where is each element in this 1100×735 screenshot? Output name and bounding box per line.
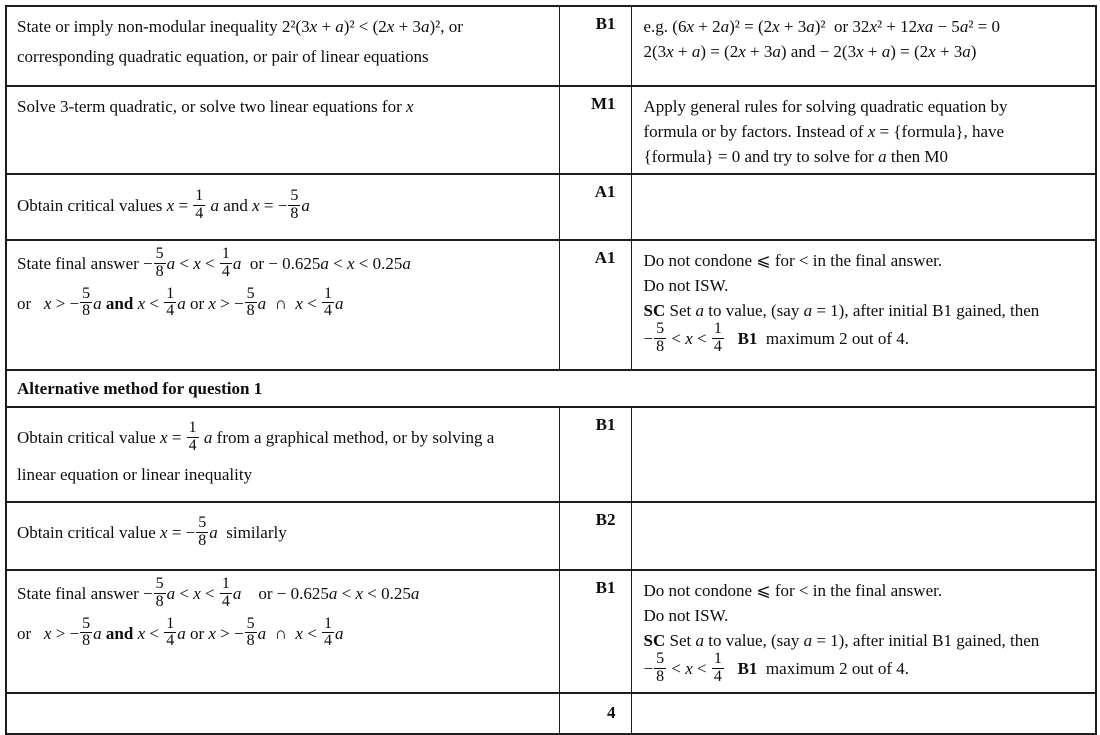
text: Set	[665, 631, 696, 650]
text: −	[643, 329, 654, 349]
math-text: a	[209, 523, 218, 543]
answer-cell	[6, 174, 559, 240]
math-text: x	[295, 293, 303, 313]
text: or	[17, 623, 44, 643]
math-text: a	[695, 301, 704, 320]
fraction: $\frac{5}{8}$	[155, 245, 164, 280]
fraction: $\frac{5}{8}$	[656, 650, 665, 685]
total-row	[6, 693, 1096, 734]
text: <	[692, 659, 711, 679]
text: + 2	[694, 17, 721, 36]
math-text: x	[738, 42, 746, 61]
math-text: a	[803, 301, 813, 320]
mark-row	[6, 502, 1096, 570]
text: or	[17, 293, 44, 313]
fraction: $\frac{5}{8}$	[656, 320, 665, 355]
text: ² = 0	[968, 17, 1000, 36]
math-text: x	[208, 623, 216, 643]
fraction: $\frac{1}{4}$	[713, 320, 722, 355]
text: or	[185, 623, 209, 643]
text-line	[644, 273, 1084, 298]
math-text: x	[666, 42, 674, 61]
text: = {formula}, have	[875, 122, 1005, 141]
math-text: x	[867, 122, 876, 141]
fraction: $\frac{5}{8}$	[246, 284, 255, 320]
text: or − 0.625	[241, 254, 321, 274]
guidance-cell	[631, 693, 1096, 734]
math-text: xa	[917, 17, 934, 36]
bold-text: and	[105, 623, 134, 643]
marks-cell: B1	[559, 407, 631, 502]
text: State or imply non-modular inequality 2²(3	[17, 17, 310, 36]
math-text: a	[959, 17, 969, 36]
math-text: x	[406, 97, 414, 116]
fraction: $\frac{5}{8}$	[82, 614, 91, 650]
text: <	[145, 293, 164, 313]
text: < 0.25	[354, 254, 403, 274]
text-line	[17, 514, 549, 552]
guidance-cell	[631, 86, 1096, 174]
mark-row	[6, 86, 1096, 174]
mark-scheme-body	[6, 6, 1096, 734]
text: + 3	[745, 42, 773, 61]
text: <	[667, 329, 686, 349]
text: {formula} = 0 and try to solve for	[643, 147, 879, 166]
answer-cell	[6, 502, 559, 570]
text: 2(3	[643, 42, 667, 61]
text: similarly	[217, 523, 287, 543]
text-line	[17, 245, 549, 283]
text: State final answer −	[17, 584, 153, 604]
math-text: a	[203, 428, 213, 448]
marks-cell: M1	[559, 86, 631, 174]
math-text: x	[252, 196, 260, 216]
text: to value, (say	[703, 301, 804, 320]
math-text: a	[803, 631, 813, 650]
text-line	[644, 144, 1084, 169]
text-line	[17, 44, 549, 69]
fraction: $\frac{1}{4}$	[221, 245, 230, 280]
text-line	[644, 39, 1084, 64]
answer-cell	[6, 570, 559, 693]
text-line	[644, 248, 1084, 273]
fraction: $\frac{5}{8}$	[246, 614, 255, 650]
math-text: a	[93, 293, 102, 313]
text: <	[302, 623, 322, 643]
guidance-cell	[631, 570, 1096, 693]
marks-cell: B2	[559, 502, 631, 570]
text	[725, 659, 738, 678]
text: Apply general rules for solving quadratic equation by	[643, 97, 1008, 116]
text: ∩	[266, 293, 296, 313]
math-text: a	[881, 42, 891, 61]
bold-text: SC	[643, 301, 666, 320]
text-line	[17, 419, 549, 457]
text: <	[145, 623, 164, 643]
text: <	[328, 254, 347, 274]
text: ) = (2	[890, 42, 929, 61]
math-text: x	[295, 623, 303, 643]
text-line	[644, 298, 1084, 323]
fraction: $\frac{1}{4}$	[166, 614, 175, 650]
text: <	[667, 659, 686, 679]
text-line	[17, 187, 549, 225]
text: > −	[215, 293, 244, 313]
text: =	[174, 196, 193, 216]
text: > −	[51, 293, 80, 313]
math-text: a	[301, 196, 310, 216]
fraction: $\frac{5}{8}$	[198, 514, 207, 549]
text: linear equation or linear inequality	[17, 464, 253, 484]
math-text: x	[346, 254, 355, 274]
text-line	[644, 119, 1084, 144]
math-text: a	[257, 623, 267, 643]
math-text: x	[43, 623, 52, 643]
math-text: x	[208, 293, 216, 313]
math-text: x	[386, 17, 395, 36]
guidance-cell	[631, 407, 1096, 502]
text: = −	[259, 196, 288, 216]
marks-cell: 4	[559, 693, 631, 734]
math-text: x	[160, 428, 168, 448]
math-text: a	[772, 42, 781, 61]
text: Obtain critical values	[17, 196, 167, 216]
fraction: $\frac{1}{4}$	[324, 614, 333, 650]
text: ² + 12	[876, 17, 918, 36]
text: )² or 32	[814, 17, 870, 36]
mark-scheme-table	[5, 5, 1097, 735]
text: or − 0.625	[241, 584, 329, 604]
mark-row	[6, 240, 1096, 370]
text: > −	[215, 623, 244, 643]
text: State final answer −	[17, 254, 153, 274]
fraction: $\frac{5}{8}$	[155, 575, 164, 610]
math-text: a	[257, 293, 267, 313]
math-text: x	[772, 17, 780, 36]
answer-cell	[6, 86, 559, 174]
text: <	[175, 584, 194, 604]
fraction: $\frac{1}{4}$	[166, 284, 175, 320]
math-text: a	[93, 623, 102, 643]
math-text: x	[685, 659, 693, 679]
text: <	[175, 254, 194, 274]
text-line	[644, 14, 1084, 39]
answer-cell	[6, 407, 559, 502]
text: Do not condone ⩽ for < in the final answer.	[643, 251, 943, 270]
marks-cell: A1	[559, 240, 631, 370]
text: maximum 2 out of 4.	[757, 659, 909, 679]
guidance-cell	[631, 502, 1096, 570]
text: +	[863, 42, 882, 61]
text: Obtain critical value	[17, 523, 161, 543]
text-line	[643, 320, 1084, 358]
math-text: a	[691, 42, 701, 61]
text: Solve 3-term quadratic, or solve two linear equations for	[17, 97, 406, 116]
mark-row	[6, 407, 1096, 502]
mark-row	[6, 174, 1096, 240]
text: − 5	[933, 17, 960, 36]
math-text: a	[232, 254, 242, 274]
text: = 1), after initial B1 gained, then	[812, 631, 1040, 650]
alternative-method-row	[6, 370, 1096, 407]
math-text: x	[193, 254, 201, 274]
text-line	[644, 94, 1084, 119]
fraction: $\frac{5}{8}$	[82, 284, 91, 320]
text: e.g. (6	[643, 17, 687, 36]
text: )	[970, 42, 977, 61]
math-text: a	[320, 254, 329, 274]
bold-text: and	[105, 293, 134, 313]
math-text: a	[177, 293, 186, 313]
math-text: x	[137, 623, 146, 643]
guidance-cell	[631, 6, 1096, 86]
text: ) and − 2(3	[780, 42, 857, 61]
math-text: a	[166, 584, 176, 604]
fraction: $\frac{1}{4}$	[195, 187, 204, 222]
math-text: a	[695, 631, 704, 650]
text: )², or	[429, 17, 463, 36]
math-text: x	[355, 584, 364, 604]
text-line	[17, 614, 549, 653]
math-text: a	[878, 147, 887, 166]
text: > −	[51, 623, 80, 643]
math-text: x	[869, 17, 877, 36]
text-line	[644, 628, 1084, 653]
math-text: a	[328, 584, 338, 604]
math-text: a	[420, 17, 430, 36]
answer-cell	[6, 240, 559, 370]
text: <	[302, 293, 322, 313]
bold-text: B1	[737, 659, 758, 679]
math-text: a	[210, 196, 220, 216]
text: ∩	[266, 623, 296, 643]
text: then M0	[886, 147, 948, 166]
math-text: x	[160, 523, 168, 543]
fraction: $\frac{1}{4}$	[188, 419, 197, 454]
marks-cell: B1	[559, 570, 631, 693]
guidance-cell	[631, 240, 1096, 370]
math-text: x	[928, 42, 936, 61]
math-text: x	[309, 17, 318, 36]
text: + 3	[935, 42, 963, 61]
text: +	[317, 17, 336, 36]
text: Do not condone ⩽ for < in the final answer.	[643, 581, 943, 600]
text: to value, (say	[703, 631, 804, 650]
text	[725, 329, 738, 348]
text: corresponding quadratic equation, or pair of linear equations	[17, 47, 429, 66]
marks-cell: A1	[559, 174, 631, 240]
text: +	[673, 42, 692, 61]
math-text: x	[686, 17, 695, 36]
text: =	[167, 428, 186, 448]
text: from a graphical method, or by solving a	[212, 428, 495, 448]
text-line	[644, 578, 1084, 603]
bold-text: B1	[737, 329, 758, 349]
math-text: x	[166, 196, 175, 216]
text: <	[692, 329, 711, 349]
mark-row	[6, 6, 1096, 86]
text: <	[200, 254, 219, 274]
math-text: a	[335, 17, 344, 36]
math-text: a	[177, 623, 186, 643]
math-text: x	[137, 293, 146, 313]
text: + 3	[779, 17, 807, 36]
text-line	[17, 462, 549, 487]
fraction: $\frac{1}{4}$	[324, 284, 333, 320]
text: ) = (2	[700, 42, 739, 61]
text: and	[219, 196, 253, 216]
math-text: a	[335, 623, 344, 643]
mark-row	[6, 570, 1096, 693]
section-header: Alternative method for question 1	[6, 370, 1096, 407]
text: = 1), after initial B1 gained, then	[812, 301, 1040, 320]
math-text: a	[232, 584, 242, 604]
math-text: a	[806, 17, 815, 36]
guidance-cell	[631, 174, 1096, 240]
text: maximum 2 out of 4.	[757, 329, 909, 349]
math-text: a	[962, 42, 971, 61]
text: or	[185, 293, 209, 313]
fraction: $\frac{1}{4}$	[221, 575, 230, 610]
math-text: x	[685, 329, 693, 349]
marks-cell: B1	[559, 6, 631, 86]
text: Do not ISW.	[643, 276, 729, 295]
text: <	[200, 584, 219, 604]
text-line	[17, 94, 549, 119]
text-line	[17, 14, 549, 39]
math-text: a	[410, 584, 420, 604]
text: )² = (2	[729, 17, 773, 36]
fraction: $\frac{5}{8}$	[290, 187, 299, 222]
text: Set	[665, 301, 696, 320]
answer-cell	[6, 6, 559, 86]
text: formula or by factors. Instead of	[643, 122, 868, 141]
text-line	[17, 575, 549, 613]
bold-text: SC	[643, 631, 666, 650]
text-line	[644, 603, 1084, 628]
text: Obtain critical value	[17, 428, 161, 448]
text: = −	[167, 523, 196, 543]
text: <	[337, 584, 356, 604]
text-line	[643, 650, 1084, 688]
math-text: x	[193, 584, 201, 604]
math-text: a	[335, 293, 344, 313]
text: Do not ISW.	[643, 606, 729, 625]
text: )² < (2	[343, 17, 387, 36]
math-text: a	[166, 254, 176, 274]
math-text: a	[402, 254, 411, 274]
math-text: x	[43, 293, 52, 313]
text: + 3	[394, 17, 421, 36]
text-line	[17, 284, 549, 323]
mark-scheme-sheet	[5, 5, 1097, 735]
math-text: a	[720, 17, 730, 36]
math-text: x	[856, 42, 864, 61]
text: < 0.25	[363, 584, 411, 604]
fraction: $\frac{1}{4}$	[713, 650, 722, 685]
text: −	[643, 659, 654, 679]
answer-cell	[6, 693, 559, 734]
